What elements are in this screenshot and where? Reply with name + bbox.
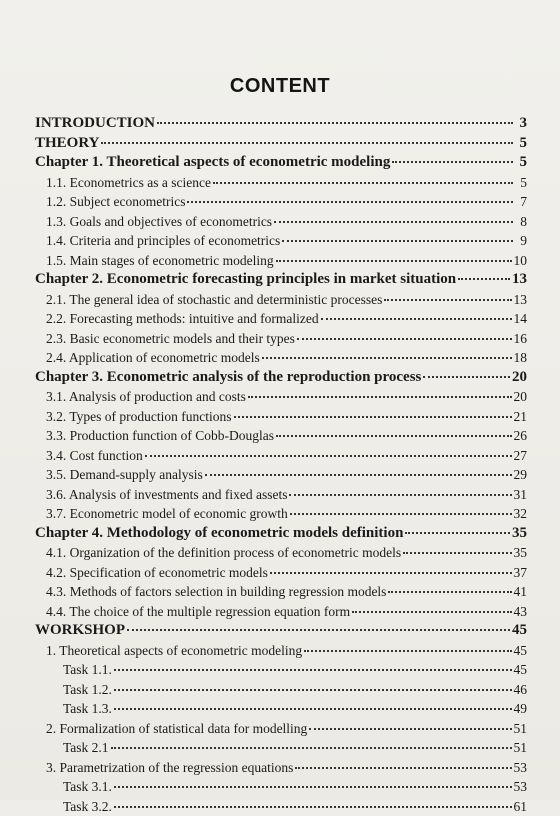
toc-entry-page-number: 53 bbox=[514, 777, 528, 797]
toc-entry bbox=[35, 446, 527, 466]
dot-leader bbox=[101, 142, 513, 144]
dot-leader bbox=[145, 455, 512, 457]
toc-entry-label: Chapter 3. Econometric analysis of the reproduction process bbox=[35, 368, 421, 388]
toc-entry-label: 4.3. Methods of factors selection in building regression models bbox=[46, 582, 386, 602]
toc-entry-label: 3.3. Production function of Cobb-Douglas bbox=[46, 426, 274, 446]
dot-leader bbox=[405, 532, 510, 534]
dot-leader bbox=[289, 494, 511, 496]
toc-entry-page-number: 51 bbox=[514, 738, 528, 758]
toc-entry bbox=[35, 309, 527, 329]
dot-leader bbox=[114, 786, 512, 788]
toc-entry-page-number: 26 bbox=[514, 426, 528, 446]
toc-entry-page-number: 14 bbox=[514, 309, 528, 329]
toc-entry-label: 2. Formalization of statistical data for modelling bbox=[46, 719, 307, 739]
toc-entry-label: 1.4. Criteria and principles of econometrics bbox=[46, 231, 280, 251]
toc-entry-label: 1.1. Econometrics as a science bbox=[46, 173, 211, 193]
toc-entry-page-number: 16 bbox=[514, 329, 528, 349]
dot-leader bbox=[392, 161, 513, 163]
dot-leader bbox=[213, 182, 513, 184]
toc-entry-label: Chapter 4. Methodology of econometric models definition bbox=[35, 524, 403, 544]
dot-leader bbox=[262, 357, 512, 359]
dot-leader bbox=[352, 611, 511, 613]
toc-entry-label: Task 3.1. bbox=[63, 777, 112, 797]
toc-entry-label: 3.2. Types of production functions bbox=[46, 407, 232, 427]
toc-entry-label: INTRODUCTION bbox=[35, 114, 155, 134]
toc-entry-page-number: 27 bbox=[514, 446, 528, 466]
dot-leader bbox=[458, 278, 510, 280]
toc-entry-label: THEORY bbox=[35, 134, 99, 154]
toc-entry-label: Chapter 1. Theoretical aspects of econometric modeling bbox=[35, 153, 390, 173]
toc-entry-page-number: 20 bbox=[514, 387, 528, 407]
toc-entry-label: 2.1. The general idea of stochastic and deterministic processes bbox=[46, 290, 382, 310]
dot-leader bbox=[388, 591, 511, 593]
toc-entry-label: 2.4. Application of econometric models bbox=[46, 348, 260, 368]
dot-leader bbox=[114, 708, 512, 710]
toc-entry-page-number: 37 bbox=[514, 563, 528, 583]
toc-entry bbox=[35, 407, 527, 427]
toc-entry-page-number: 7 bbox=[515, 192, 527, 212]
toc-entry bbox=[35, 348, 527, 368]
toc-entry-page-number: 9 bbox=[515, 231, 527, 251]
toc-entry-label: Task 1.1. bbox=[63, 660, 112, 680]
toc-entry-page-number: 31 bbox=[514, 485, 528, 505]
dot-leader bbox=[274, 221, 513, 223]
toc-entry-label: 4.2. Specification of econometric models bbox=[46, 563, 268, 583]
dot-leader bbox=[309, 728, 511, 730]
toc-entry-page-number: 35 bbox=[514, 543, 528, 563]
dot-leader bbox=[297, 338, 512, 340]
table-of-contents bbox=[35, 114, 527, 816]
toc-entry-label: Task 1.2. bbox=[63, 680, 112, 700]
toc-entry bbox=[35, 231, 527, 251]
toc-entry bbox=[35, 719, 527, 739]
toc-entry-page-number: 45 bbox=[512, 621, 527, 641]
dot-leader bbox=[270, 572, 512, 574]
toc-entry-page-number: 5 bbox=[515, 173, 527, 193]
dot-leader bbox=[127, 629, 510, 631]
toc-entry-label: 2.2. Forecasting methods: intuitive and formalized bbox=[46, 309, 319, 329]
toc-entry bbox=[35, 738, 527, 758]
dot-leader bbox=[234, 416, 512, 418]
toc-entry-page-number: 3 bbox=[515, 114, 527, 134]
toc-entry-page-number: 49 bbox=[514, 699, 528, 719]
toc-entry-page-number: 10 bbox=[514, 251, 528, 271]
toc-entry bbox=[35, 192, 527, 212]
toc-entry bbox=[35, 270, 527, 290]
toc-entry-label: 3.7. Econometric model of economic growth bbox=[46, 504, 288, 524]
toc-entry-label: WORKSHOP bbox=[35, 621, 125, 641]
toc-entry-page-number: 53 bbox=[514, 758, 528, 778]
toc-entry-page-number: 5 bbox=[515, 134, 527, 154]
toc-entry-page-number: 61 bbox=[514, 797, 528, 816]
dot-leader bbox=[276, 435, 512, 437]
toc-entry-label: 3.6. Analysis of investments and fixed assets bbox=[46, 485, 287, 505]
dot-leader bbox=[205, 474, 512, 476]
dot-leader bbox=[304, 650, 511, 652]
toc-entry bbox=[35, 251, 527, 271]
dot-leader bbox=[157, 122, 513, 124]
toc-entry-page-number: 8 bbox=[515, 212, 527, 232]
toc-entry bbox=[35, 699, 527, 719]
toc-entry-page-number: 32 bbox=[514, 504, 528, 524]
toc-entry bbox=[35, 485, 527, 505]
dot-leader bbox=[114, 669, 512, 671]
toc-entry bbox=[35, 504, 527, 524]
toc-entry bbox=[35, 387, 527, 407]
dot-leader bbox=[276, 260, 512, 262]
dot-leader bbox=[403, 552, 511, 554]
toc-entry-page-number: 51 bbox=[514, 719, 528, 739]
toc-entry-label: 2.3. Basic econometric models and their types bbox=[46, 329, 295, 349]
toc-entry bbox=[35, 602, 527, 622]
toc-entry-page-number: 29 bbox=[514, 465, 528, 485]
toc-entry-label: 1. Theoretical aspects of econometric modeling bbox=[46, 641, 302, 661]
toc-entry-page-number: 43 bbox=[514, 602, 528, 622]
toc-entry bbox=[35, 212, 527, 232]
toc-entry bbox=[35, 797, 527, 816]
dot-leader bbox=[111, 747, 512, 749]
dot-leader bbox=[114, 806, 512, 808]
toc-entry bbox=[35, 134, 527, 154]
toc-entry bbox=[35, 114, 527, 134]
toc-entry-label: 1.5. Main stages of econometric modeling bbox=[46, 251, 274, 271]
toc-entry bbox=[35, 465, 527, 485]
toc-entry bbox=[35, 329, 527, 349]
dot-leader bbox=[282, 240, 513, 242]
toc-entry bbox=[35, 426, 527, 446]
toc-entry bbox=[35, 563, 527, 583]
toc-entry bbox=[35, 582, 527, 602]
toc-entry-page-number: 41 bbox=[514, 582, 528, 602]
toc-entry bbox=[35, 660, 527, 680]
dot-leader bbox=[114, 689, 512, 691]
toc-entry-label: 4.1. Organization of the definition process of econometric models bbox=[46, 543, 401, 563]
dot-leader bbox=[295, 767, 511, 769]
toc-entry bbox=[35, 680, 527, 700]
toc-entry-label: 1.3. Goals and objectives of econometrics bbox=[46, 212, 272, 232]
dot-leader bbox=[384, 299, 511, 301]
toc-entry-label: 4.4. The choice of the multiple regression equation form bbox=[46, 602, 350, 622]
toc-entry bbox=[35, 290, 527, 310]
toc-entry-page-number: 13 bbox=[512, 270, 527, 290]
toc-entry-label: Task 1.3. bbox=[63, 699, 112, 719]
toc-entry-label: Task 3.2. bbox=[63, 797, 112, 816]
dot-leader bbox=[187, 201, 513, 203]
toc-entry-page-number: 13 bbox=[514, 290, 528, 310]
toc-entry-label: 3.1. Analysis of production and costs bbox=[46, 387, 246, 407]
toc-entry-label: 3.5. Demand-supply analysis bbox=[46, 465, 203, 485]
toc-entry-page-number: 45 bbox=[514, 641, 528, 661]
toc-entry-page-number: 21 bbox=[514, 407, 528, 427]
toc-entry bbox=[35, 173, 527, 193]
toc-entry bbox=[35, 758, 527, 778]
toc-entry-page-number: 46 bbox=[514, 680, 528, 700]
toc-entry-label: 1.2. Subject econometrics bbox=[46, 192, 185, 212]
toc-entry-page-number: 18 bbox=[514, 348, 528, 368]
toc-entry-page-number: 20 bbox=[512, 368, 527, 388]
toc-entry bbox=[35, 641, 527, 661]
toc-entry-label: 3. Parametrization of the regression equations bbox=[46, 758, 293, 778]
toc-entry-page-number: 45 bbox=[514, 660, 528, 680]
toc-entry bbox=[35, 777, 527, 797]
page-title: CONTENT bbox=[0, 75, 560, 98]
toc-entry-page-number: 35 bbox=[512, 524, 527, 544]
toc-entry bbox=[35, 621, 527, 641]
dot-leader bbox=[290, 513, 512, 515]
toc-entry bbox=[35, 524, 527, 544]
toc-entry-page-number: 5 bbox=[515, 153, 527, 173]
dot-leader bbox=[321, 318, 512, 320]
dot-leader bbox=[248, 396, 512, 398]
toc-entry-label: Task 2.1 bbox=[63, 738, 109, 758]
toc-entry bbox=[35, 153, 527, 173]
toc-entry-label: Chapter 2. Econometric forecasting principles in market situation bbox=[35, 270, 456, 290]
toc-entry-label: 3.4. Cost function bbox=[46, 446, 143, 466]
dot-leader bbox=[423, 376, 510, 378]
toc-entry bbox=[35, 543, 527, 563]
toc-entry bbox=[35, 368, 527, 388]
